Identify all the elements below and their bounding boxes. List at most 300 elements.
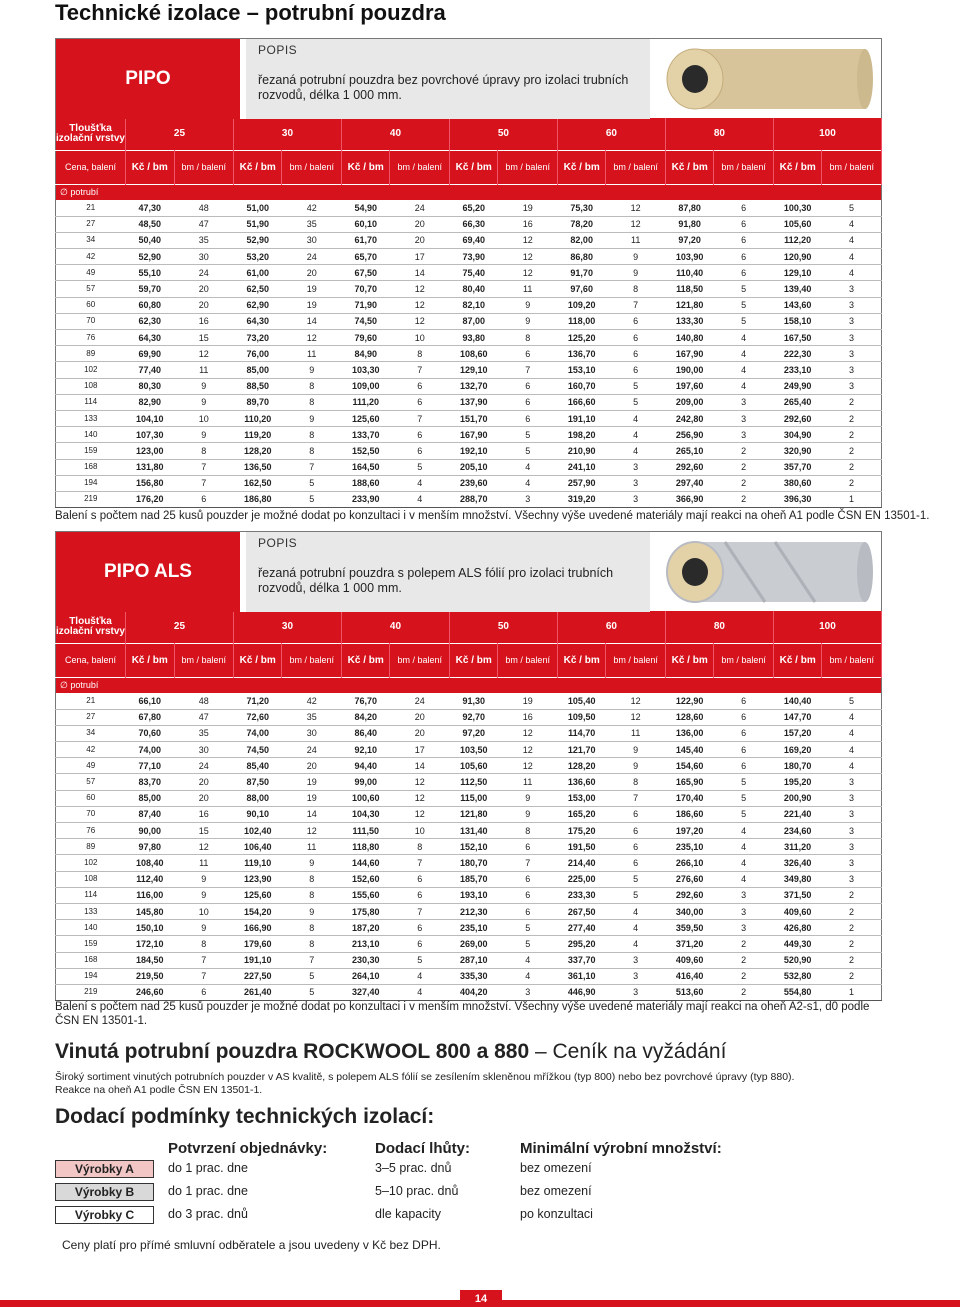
price-cell: 154,60 (665, 758, 714, 774)
bm-cell: 5 (390, 459, 449, 475)
price-cell: 128,20 (233, 443, 282, 459)
price-cell: 264,10 (341, 968, 390, 984)
price-cell: 116,00 (126, 887, 175, 903)
price-cell: 416,40 (665, 968, 714, 984)
bm-cell: 4 (390, 968, 449, 984)
price-cell: 65,20 (449, 200, 498, 216)
bm-cell: 1 (822, 984, 882, 1000)
price-cell: 83,70 (126, 774, 175, 790)
price-cell: 267,50 (557, 903, 606, 919)
table-row (56, 475, 882, 491)
bm-cell: 8 (282, 887, 341, 903)
bm-cell: 9 (282, 362, 341, 378)
price-cell: 131,40 (449, 823, 498, 839)
price-cell: 64,30 (126, 330, 175, 346)
price-cell: 76,70 (341, 693, 390, 709)
bm-cell: 12 (498, 265, 557, 281)
bm-cell: 12 (390, 790, 449, 806)
pipe-insulation-image (655, 41, 875, 117)
price-cell: 180,70 (449, 855, 498, 871)
bm-cell: 5 (606, 871, 665, 887)
bm-cell: 2 (822, 475, 882, 491)
bm-cell: 9 (606, 265, 665, 281)
price-cell: 87,80 (665, 200, 714, 216)
pipe-als-image (655, 534, 875, 610)
table-row (56, 297, 882, 313)
bm-cell: 2 (822, 920, 882, 936)
bm-cell: 9 (174, 920, 233, 936)
price-cell: 102,40 (233, 823, 282, 839)
table-row (56, 330, 882, 346)
price-cell: 107,30 (126, 427, 175, 443)
bm-cell: 8 (174, 443, 233, 459)
subheader-row (56, 643, 882, 677)
bm-cell: 3 (498, 984, 557, 1000)
price-cell: 105,60 (773, 216, 822, 232)
bm-cell: 4 (498, 968, 557, 984)
kc-header: Kč / bm (341, 643, 390, 677)
price-cell: 265,10 (665, 443, 714, 459)
price-cell: 337,70 (557, 952, 606, 968)
table-row (56, 378, 882, 394)
price-cell: 74,00 (126, 742, 175, 758)
pipo-price-table (55, 118, 882, 508)
kc-header: Kč / bm (233, 643, 282, 677)
bm-cell: 9 (282, 410, 341, 426)
bm-cell: 9 (174, 394, 233, 410)
bm-cell: 4 (606, 903, 665, 919)
price-cell: 256,90 (665, 427, 714, 443)
price-cell: 109,50 (557, 709, 606, 725)
bm-cell: 6 (714, 216, 773, 232)
price-cell: 53,20 (233, 249, 282, 265)
bm-cell: 3 (714, 410, 773, 426)
bm-cell: 3 (606, 491, 665, 507)
price-cell: 80,30 (126, 378, 175, 394)
price-cell: 62,30 (126, 313, 175, 329)
thickness-60: 60 (557, 118, 665, 150)
bm-cell: 20 (390, 709, 449, 725)
price-cell: 109,00 (341, 378, 390, 394)
bm-cell: 10 (390, 823, 449, 839)
bm-cell: 6 (390, 887, 449, 903)
price-cell: 175,20 (557, 823, 606, 839)
price-cell: 82,90 (126, 394, 175, 410)
table-row (56, 823, 882, 839)
price-cell: 125,20 (557, 330, 606, 346)
order-column-header: Potvrzení objednávky: (168, 1140, 328, 1157)
price-cell: 175,80 (341, 903, 390, 919)
bm-cell: 3 (822, 362, 882, 378)
page-number: 14 (460, 1290, 502, 1307)
bm-cell: 9 (174, 378, 233, 394)
price-cell: 71,90 (341, 297, 390, 313)
bm-cell: 6 (498, 378, 557, 394)
price-cell: 47,30 (126, 200, 175, 216)
price-cell: 371,50 (773, 887, 822, 903)
price-cell: 115,00 (449, 790, 498, 806)
price-cell: 85,00 (126, 790, 175, 806)
pipe-diameter-cell: 114 (56, 394, 126, 410)
bm-cell: 4 (714, 871, 773, 887)
bm-cell: 5 (714, 313, 773, 329)
price-cell: 179,60 (233, 936, 282, 952)
pipo-als-note: Balení s počtem nad 25 kusů pouzder je možné dodat po konzultaci i v menším množství. Všechny výše uvedené materiály mají reakci na oheň A2-s1, d0 podle ČSN EN 13501-1. (55, 1001, 870, 1027)
price-cell: 75,40 (449, 265, 498, 281)
bm-cell: 12 (174, 346, 233, 362)
price-cell: 191,50 (557, 839, 606, 855)
price-cell: 61,70 (341, 232, 390, 248)
price-cell: 129,10 (773, 265, 822, 281)
price-cell: 112,50 (449, 774, 498, 790)
price-cell: 66,10 (126, 693, 175, 709)
product-name: PIPO ALS (56, 532, 240, 612)
table-row (56, 427, 882, 443)
price-cell: 60,10 (341, 216, 390, 232)
bm-cell: 4 (714, 855, 773, 871)
price-cell: 205,10 (449, 459, 498, 475)
bm-cell: 30 (282, 725, 341, 741)
kc-header: Kč / bm (665, 643, 714, 677)
price-cell: 235,10 (449, 920, 498, 936)
price-cell: 97,60 (557, 281, 606, 297)
price-cell: 233,30 (557, 887, 606, 903)
thickness-25: 25 (126, 118, 234, 150)
kc-header: Kč / bm (773, 643, 822, 677)
price-cell: 123,90 (233, 871, 282, 887)
price-cell: 136,60 (557, 774, 606, 790)
price-cell: 125,60 (341, 410, 390, 426)
order-a: do 1 prac. dne (168, 1161, 248, 1175)
kc-header: Kč / bm (126, 643, 175, 677)
bm-cell: 6 (606, 806, 665, 822)
product-class-b: Výrobky B (55, 1183, 154, 1201)
bm-cell: 2 (822, 459, 882, 475)
price-cell: 121,80 (449, 806, 498, 822)
bm-header: bm / balení (174, 643, 233, 677)
price-cell: 67,50 (341, 265, 390, 281)
price-cell: 554,80 (773, 984, 822, 1000)
price-cell: 164,50 (341, 459, 390, 475)
price-cell: 88,50 (233, 378, 282, 394)
price-cell: 144,60 (341, 855, 390, 871)
bm-cell: 3 (822, 823, 882, 839)
pipo-note: Balení s počtem nad 25 kusů pouzder je možné dodat po konzultaci i v menším množství. Všechny výše uvedené materiály mají reakci na oheň A1 podle ČSN EN 13501-1. (55, 510, 930, 522)
pipe-diameter-cell: 76 (56, 823, 126, 839)
price-cell: 167,90 (665, 346, 714, 362)
price-cell: 140,40 (773, 693, 822, 709)
pipe-diameter-cell: 49 (56, 265, 126, 281)
table-row (56, 920, 882, 936)
bm-cell: 12 (390, 313, 449, 329)
table-row (56, 362, 882, 378)
bm-cell: 5 (282, 968, 341, 984)
bm-cell: 5 (390, 952, 449, 968)
bm-header: bm / balení (390, 150, 449, 184)
pipe-diameter-cell: 42 (56, 249, 126, 265)
bm-cell: 4 (390, 491, 449, 507)
bm-cell: 2 (714, 443, 773, 459)
bm-cell: 5 (282, 491, 341, 507)
price-cell: 187,20 (341, 920, 390, 936)
bm-cell: 20 (174, 297, 233, 313)
bm-cell: 6 (498, 346, 557, 362)
pipo-section (55, 38, 882, 508)
bm-cell: 7 (606, 297, 665, 313)
price-cell: 157,20 (773, 725, 822, 741)
price-cell: 335,30 (449, 968, 498, 984)
bm-cell: 24 (390, 200, 449, 216)
product-class-c: Výrobky C (55, 1206, 154, 1224)
pipe-diameter-cell: 27 (56, 216, 126, 232)
bm-cell: 14 (282, 313, 341, 329)
pipe-diameter-cell: 34 (56, 725, 126, 741)
price-cell: 66,30 (449, 216, 498, 232)
bm-cell: 12 (606, 216, 665, 232)
pipe-diameter-cell: 140 (56, 427, 126, 443)
price-cell: 261,40 (233, 984, 282, 1000)
bm-cell: 4 (822, 709, 882, 725)
kc-header: Kč / bm (665, 150, 714, 184)
bm-cell: 3 (822, 839, 882, 855)
bm-cell: 11 (174, 855, 233, 871)
price-cell: 103,90 (665, 249, 714, 265)
thickness-50: 50 (449, 611, 557, 643)
price-cell: 288,70 (449, 491, 498, 507)
price-cell: 104,10 (126, 410, 175, 426)
bm-cell: 6 (498, 871, 557, 887)
min-a: bez omezení (520, 1161, 592, 1175)
pipo-als-section (55, 531, 882, 1001)
price-cell: 409,60 (773, 903, 822, 919)
bm-cell: 6 (606, 839, 665, 855)
kc-header: Kč / bm (233, 150, 282, 184)
price-footnote: Ceny platí pro přímé smluvní odběratele a jsou uvedeny v Kč bez DPH. (62, 1238, 441, 1252)
price-cell: 276,60 (665, 871, 714, 887)
table-row (56, 313, 882, 329)
price-cell: 84,20 (341, 709, 390, 725)
bm-cell: 9 (498, 313, 557, 329)
bm-cell: 9 (282, 855, 341, 871)
price-cell: 225,00 (557, 871, 606, 887)
bm-cell: 4 (822, 742, 882, 758)
price-cell: 125,60 (233, 887, 282, 903)
price-cell: 86,80 (557, 249, 606, 265)
price-cell: 230,30 (341, 952, 390, 968)
price-cell: 409,60 (665, 952, 714, 968)
price-cell: 129,10 (449, 362, 498, 378)
bm-cell: 12 (390, 281, 449, 297)
bm-cell: 7 (390, 903, 449, 919)
price-cell: 233,90 (341, 491, 390, 507)
bm-cell: 8 (174, 936, 233, 952)
bm-cell: 12 (498, 249, 557, 265)
bm-cell: 4 (606, 443, 665, 459)
price-cell: 191,10 (557, 410, 606, 426)
price-cell: 269,00 (449, 936, 498, 952)
bm-cell: 3 (714, 920, 773, 936)
price-cell: 54,90 (341, 200, 390, 216)
bm-cell: 6 (714, 742, 773, 758)
bm-cell: 3 (822, 330, 882, 346)
pipe-diameter-cell: 76 (56, 330, 126, 346)
bm-cell: 5 (498, 427, 557, 443)
price-cell: 128,20 (557, 758, 606, 774)
price-cell: 155,60 (341, 887, 390, 903)
pipe-diameter-cell: 133 (56, 410, 126, 426)
bm-cell: 5 (498, 936, 557, 952)
price-cell: 136,00 (665, 725, 714, 741)
bm-cell: 20 (282, 758, 341, 774)
price-cell: 77,10 (126, 758, 175, 774)
description-label: POPIS (258, 536, 298, 550)
pipe-diameter-cell: 133 (56, 903, 126, 919)
price-cell: 51,90 (233, 216, 282, 232)
bm-cell: 7 (282, 952, 341, 968)
bm-cell: 9 (174, 427, 233, 443)
price-cell: 197,60 (665, 378, 714, 394)
pipe-diameter-cell: 70 (56, 313, 126, 329)
price-cell: 136,70 (557, 346, 606, 362)
table-row (56, 952, 882, 968)
bm-cell: 6 (390, 920, 449, 936)
bm-cell: 12 (390, 774, 449, 790)
bm-cell: 3 (606, 984, 665, 1000)
price-cell: 106,40 (233, 839, 282, 855)
pipe-diameter-cell: 60 (56, 790, 126, 806)
bm-cell: 5 (606, 887, 665, 903)
price-cell: 326,40 (773, 855, 822, 871)
price-cell: 184,50 (126, 952, 175, 968)
bm-cell: 7 (282, 459, 341, 475)
bm-cell: 12 (498, 742, 557, 758)
bm-cell: 11 (498, 774, 557, 790)
price-cell: 152,10 (449, 839, 498, 855)
price-cell: 186,60 (665, 806, 714, 822)
bm-cell: 8 (282, 920, 341, 936)
price-cell: 198,20 (557, 427, 606, 443)
bm-cell: 19 (282, 281, 341, 297)
bm-header: bm / balení (606, 643, 665, 677)
bm-cell: 12 (498, 725, 557, 741)
bm-cell: 16 (174, 313, 233, 329)
table-row (56, 443, 882, 459)
price-cell: 380,60 (773, 475, 822, 491)
price-cell: 94,40 (341, 758, 390, 774)
bm-cell: 3 (606, 475, 665, 491)
bm-cell: 7 (174, 459, 233, 475)
pipe-diameter-cell: 70 (56, 806, 126, 822)
price-cell: 167,50 (773, 330, 822, 346)
table-row (56, 394, 882, 410)
bm-cell: 35 (174, 232, 233, 248)
bm-cell: 4 (606, 920, 665, 936)
description-box (240, 39, 650, 119)
price-cell: 319,20 (557, 491, 606, 507)
price-cell: 52,90 (233, 232, 282, 248)
pipe-diameter-cell: 159 (56, 936, 126, 952)
price-cell: 186,80 (233, 491, 282, 507)
price-cell: 74,50 (233, 742, 282, 758)
bm-cell: 5 (606, 378, 665, 394)
table-row (56, 216, 882, 232)
price-cell: 112,40 (126, 871, 175, 887)
table-row (56, 249, 882, 265)
table-row (56, 806, 882, 822)
bm-cell: 10 (390, 330, 449, 346)
bm-cell: 19 (282, 790, 341, 806)
price-cell: 91,30 (449, 693, 498, 709)
table-row (56, 887, 882, 903)
min-c: po konzultaci (520, 1207, 593, 1221)
bm-cell: 19 (282, 297, 341, 313)
bm-cell: 47 (174, 709, 233, 725)
min-qty-column-header: Minimální výrobní množství: (520, 1140, 722, 1157)
wound-pipes-title (55, 1040, 726, 1064)
bm-cell: 8 (390, 839, 449, 855)
bm-cell: 12 (390, 297, 449, 313)
price-cell: 75,30 (557, 200, 606, 216)
bm-cell: 9 (606, 249, 665, 265)
bm-cell: 4 (714, 346, 773, 362)
thickness-80: 80 (665, 611, 773, 643)
price-cell: 222,30 (773, 346, 822, 362)
description-text: řezaná potrubní pouzdra bez povrchové úpravy pro izolaci trubních rozvodů, délka 1 000 mm. (258, 73, 629, 102)
table-row (56, 871, 882, 887)
pipo-als-header (55, 531, 882, 611)
price-cell: 55,10 (126, 265, 175, 281)
bm-cell: 2 (822, 887, 882, 903)
price-cell: 193,10 (449, 887, 498, 903)
pipe-diameter-cell: 60 (56, 297, 126, 313)
pipe-diameter-cell: 194 (56, 475, 126, 491)
price-cell: 210,90 (557, 443, 606, 459)
bm-cell: 3 (822, 774, 882, 790)
bm-cell: 8 (282, 378, 341, 394)
price-cell: 227,50 (233, 968, 282, 984)
bm-cell: 3 (714, 427, 773, 443)
price-cell: 72,60 (233, 709, 282, 725)
pipe-diameter-cell: 42 (56, 742, 126, 758)
pipe-diameter-cell: 168 (56, 952, 126, 968)
price-cell: 292,60 (665, 459, 714, 475)
bm-cell: 11 (498, 281, 557, 297)
price-cell: 371,20 (665, 936, 714, 952)
bm-cell: 3 (822, 855, 882, 871)
price-cell: 112,20 (773, 232, 822, 248)
bm-header: bm / balení (282, 150, 341, 184)
bm-cell: 4 (606, 427, 665, 443)
price-cell: 91,80 (665, 216, 714, 232)
bm-cell: 6 (606, 313, 665, 329)
bm-cell: 4 (714, 362, 773, 378)
price-cell: 86,40 (341, 725, 390, 741)
price-cell: 99,00 (341, 774, 390, 790)
price-cell: 52,90 (126, 249, 175, 265)
bm-cell: 7 (174, 475, 233, 491)
price-cell: 172,10 (126, 936, 175, 952)
bm-cell: 24 (282, 249, 341, 265)
bm-cell: 6 (714, 709, 773, 725)
price-cell: 249,90 (773, 378, 822, 394)
bm-cell: 42 (282, 693, 341, 709)
bm-cell: 35 (174, 725, 233, 741)
bm-cell: 7 (606, 790, 665, 806)
price-cell: 64,30 (233, 313, 282, 329)
price-cell: 59,70 (126, 281, 175, 297)
price-cell: 221,40 (773, 806, 822, 822)
bm-cell: 2 (822, 903, 882, 919)
